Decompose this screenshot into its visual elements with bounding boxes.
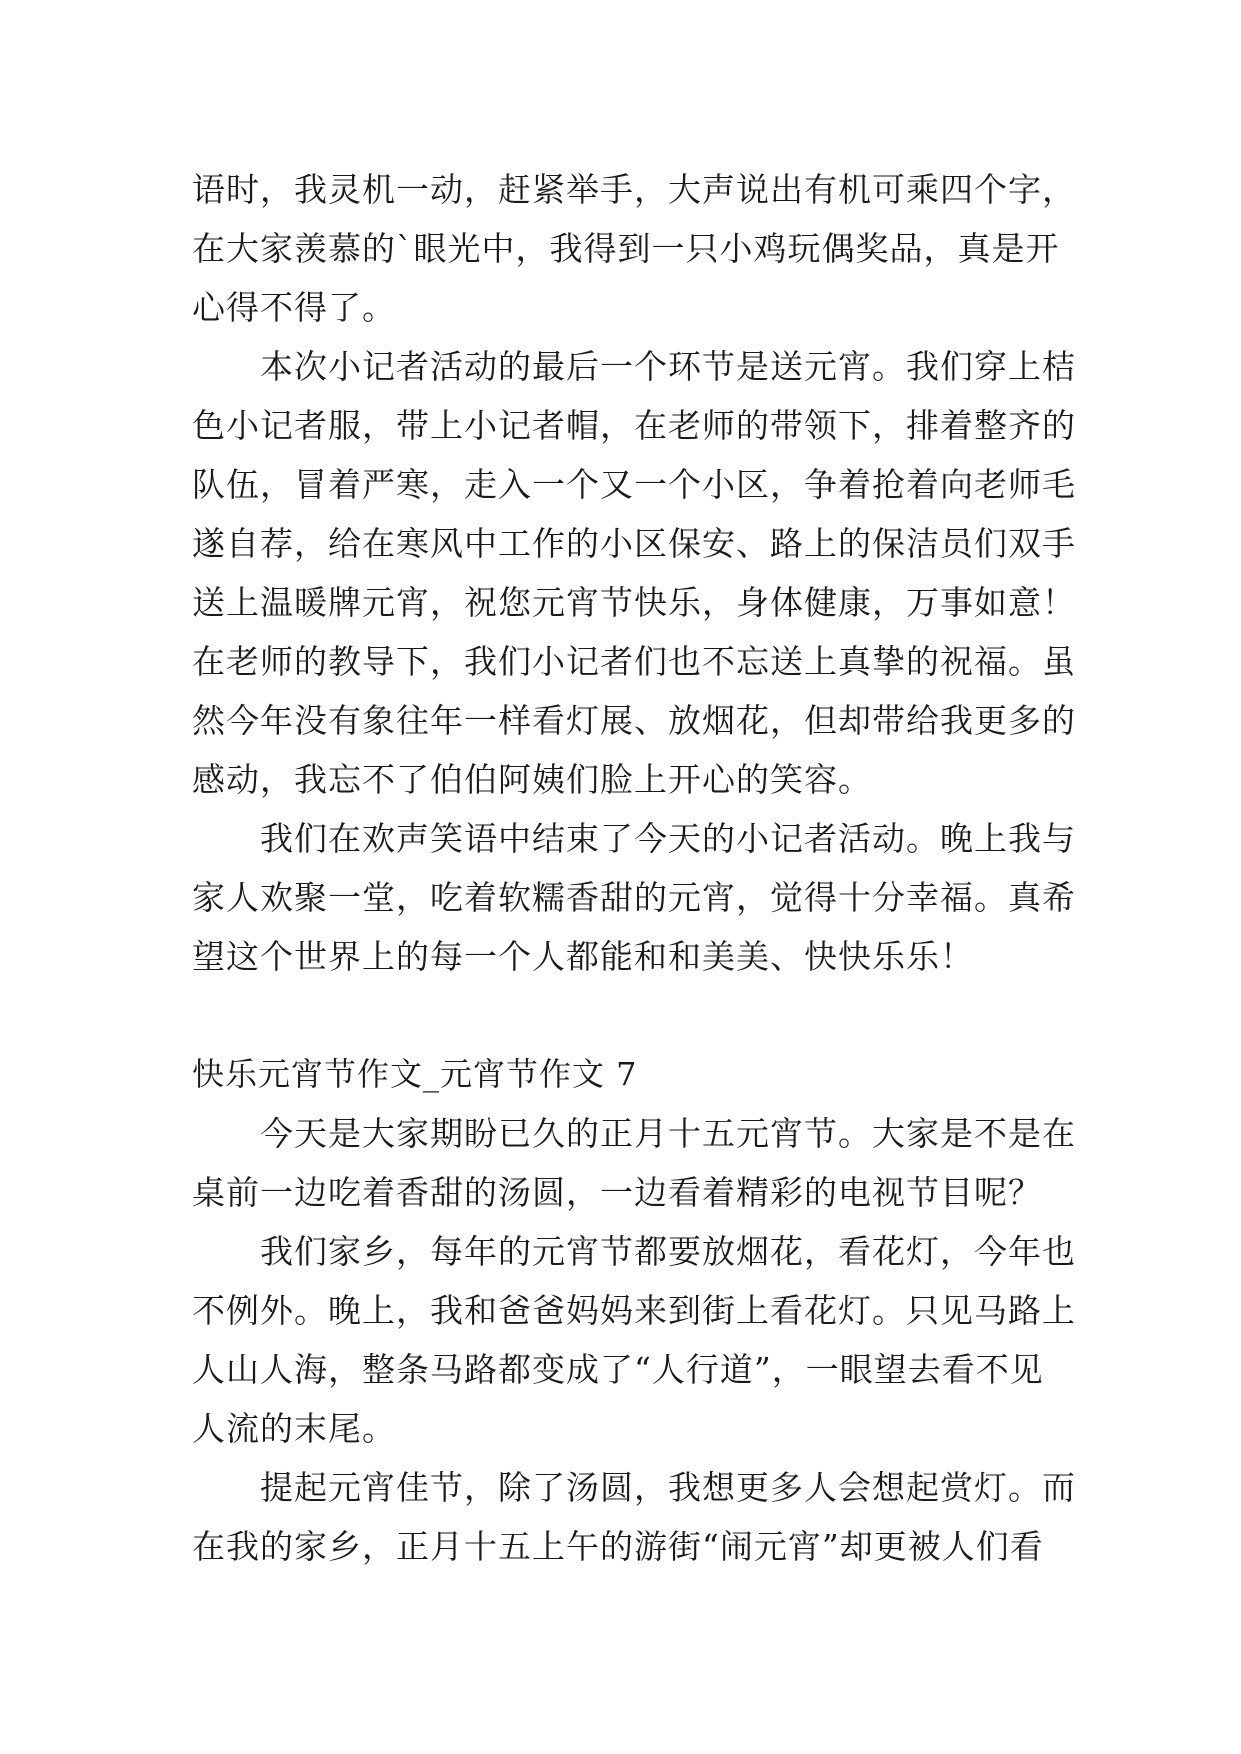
text-line: 送上温暖牌元宵，祝您元宵节快乐，身体健康，万事如意！: [192, 583, 1076, 622]
text-line: 我们在欢声笑语中结束了今天的小记者活动。晚上我与: [260, 819, 1076, 858]
text-line: 望这个世界上的每一个人都能和和美美、快快乐乐！: [192, 937, 974, 976]
text-line: 色小记者服，带上小记者帽，在老师的带领下，排着整齐的: [192, 406, 1076, 445]
document-body: [192, 160, 1076, 1576]
text-line: 桌前一边吃着香甜的汤圆，一边看着精彩的电视节目呢？: [192, 1173, 1042, 1212]
text-line: 我们家乡，每年的元宵节都要放烟花，看花灯，今年也: [260, 1232, 1076, 1271]
text-line: 不例外。晚上，我和爸爸妈妈来到街上看花灯。只见马路上: [192, 1291, 1076, 1330]
text-line: 今天是大家期盼已久的正月十五元宵节。大家是不是在: [260, 1114, 1076, 1153]
text-line: 心得不得了。: [192, 288, 396, 327]
text-line: 感动，我忘不了伯伯阿姨们脸上开心的笑容。: [192, 760, 872, 799]
text-line: 在我的家乡，正月十五上午的游街“闹元宵”却更被人们看: [192, 1527, 1044, 1566]
text-line: 在老师的教导下，我们小记者们也不忘送上真挚的祝福。虽: [192, 642, 1076, 681]
text-line: 人流的末尾。: [192, 1409, 396, 1448]
text-line: 遂自荐，给在寒风中工作的小区保安、路上的保洁员们双手: [192, 524, 1076, 563]
text-line: 然今年没有象往年一样看灯展、放烟花，但却带给我更多的: [192, 701, 1076, 740]
paragraph-2: [192, 337, 1076, 809]
section-title: 快乐元宵节作文_元宵节作文 7: [192, 1055, 638, 1093]
paragraph-3: [192, 809, 1076, 986]
text-line: 队伍，冒着严寒，走入一个又一个小区，争着抢着向老师毛: [192, 465, 1076, 504]
paragraph-6: [192, 1458, 1076, 1576]
text-line: 语时，我灵机一动，赶紧举手，大声说出有机可乘四个字，: [192, 170, 1076, 209]
paragraph-5: [192, 1222, 1076, 1458]
text-line: 家人欢聚一堂，吃着软糯香甜的元宵，觉得十分幸福。真希: [192, 878, 1076, 917]
text-line: 在大家羡慕的`眼光中，我得到一只小鸡玩偶奖品，真是开: [192, 229, 1060, 268]
text-line: 提起元宵佳节，除了汤圆，我想更多人会想起赏灯。而: [260, 1468, 1076, 1507]
paragraph-1: [192, 160, 1076, 337]
paragraph-4: [192, 1104, 1076, 1222]
text-line: 人山人海，整条马路都变成了“人行道”，一眼望去看不见: [192, 1350, 1044, 1389]
section-gap: [192, 986, 1062, 1045]
text-line: 本次小记者活动的最后一个环节是送元宵。我们穿上桔: [260, 347, 1076, 386]
